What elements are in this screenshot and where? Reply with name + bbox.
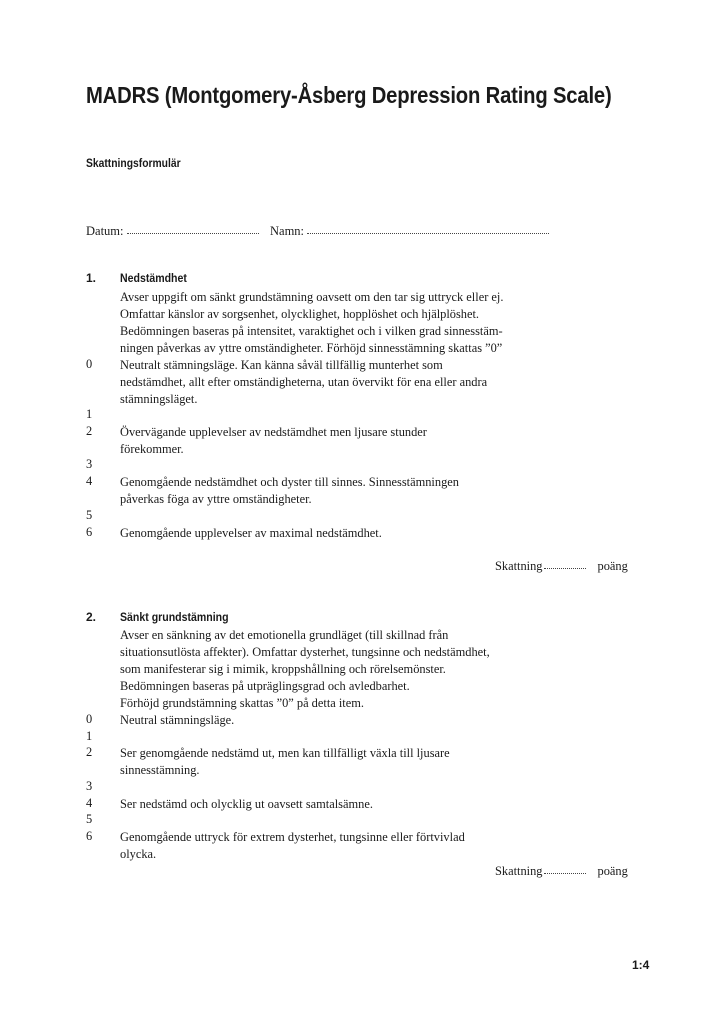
- score-value: 0: [86, 712, 93, 726]
- page-number: 1:4: [632, 958, 650, 972]
- score-description-line: Genomgående nedstämdhet och dyster till sinnes. Sinnesstämningen: [120, 475, 459, 489]
- name-label: Namn:: [270, 224, 305, 238]
- rating-unit: poäng: [597, 559, 628, 573]
- item-number: 2.: [86, 610, 97, 624]
- item-description-line: Bedömningen baseras på utpräglingsgrad och avledbarhet.: [120, 679, 410, 693]
- item-description-line: situationsutlösta affekter). Omfattar dysterhet, tungsinne och nedstämdhet,: [120, 645, 490, 659]
- score-description-line: Ser genomgående nedstämd ut, men kan tillfälligt växla till ljusare: [120, 746, 450, 760]
- score-value: 1: [86, 729, 93, 743]
- rating-line[interactable]: [544, 567, 586, 569]
- item-description-line: som manifesterar sig i mimik, kroppshållning och rörelsemönster.: [120, 662, 446, 676]
- rating-label: Skattning: [495, 559, 543, 573]
- rating-line[interactable]: [544, 872, 586, 874]
- name-line[interactable]: [307, 232, 549, 234]
- score-value: 0: [86, 357, 93, 371]
- item-description-line: Bedömningen baseras på intensitet, varaktighet och i vilken grad sinnesstäm-: [120, 324, 503, 338]
- score-description-line: sinnesstämning.: [120, 763, 200, 777]
- page-title: MADRS (Montgomery-Åsberg Depression Rating Scale): [86, 82, 612, 108]
- score-description-line: nedstämdhet, allt efter omständigheterna, utan övervikt för ena eller andra: [120, 375, 488, 389]
- item-description-line: Omfattar känslor av sorgsenhet, olycklighet, hopplöshet och hjälplöshet.: [120, 307, 480, 321]
- score-description-line: Ser nedstämd och olycklig ut oavsett samtalsämne.: [120, 797, 373, 811]
- item-description-line: Avser en sänkning av det emotionella grundläget (till skillnad från: [120, 628, 449, 642]
- score-value: 5: [86, 812, 93, 826]
- score-value: 4: [86, 474, 93, 488]
- score-value: 2: [86, 745, 93, 759]
- score-description-line: Genomgående uttryck för extrem dysterhet, tungsinne eller förtvivlad: [120, 830, 465, 844]
- score-value: 2: [86, 424, 93, 438]
- score-value: 1: [86, 407, 93, 421]
- score-description-line: påverkas föga av yttre omständigheter.: [120, 492, 312, 506]
- name-field[interactable]: [270, 224, 549, 239]
- rating-field[interactable]: [495, 864, 628, 879]
- rating-unit: poäng: [597, 864, 628, 878]
- score-description-line: Övervägande upplevelser av nedstämdhet men ljusare stunder: [120, 425, 427, 439]
- item-description-line: Förhöjd grundstämning skattas ”0” på detta item.: [120, 696, 364, 710]
- score-value: 5: [86, 508, 93, 522]
- date-field[interactable]: [86, 224, 259, 239]
- rating-field[interactable]: [495, 559, 628, 574]
- item-title: Sänkt grundstämning: [120, 610, 229, 624]
- item-description-line: ningen påverkas av yttre omständigheter. Förhöjd sinnesstämning skattas ”0”: [120, 341, 503, 355]
- score-description-line: olycka.: [120, 847, 157, 861]
- score-value: 6: [86, 829, 93, 843]
- score-description-line: Neutral stämningsläge.: [120, 713, 235, 727]
- score-value: 3: [86, 457, 93, 471]
- form-subtitle: Skattningsformulär: [86, 156, 181, 170]
- score-description-line: stämningsläget.: [120, 392, 198, 406]
- item-description-line: Avser uppgift om sänkt grundstämning oavsett om den tar sig uttryck eller ej.: [120, 290, 504, 304]
- score-value: 4: [86, 796, 93, 810]
- date-label: Datum:: [86, 224, 124, 238]
- item-number: 1.: [86, 271, 97, 285]
- score-description-line: Neutralt stämningsläge. Kan känna såväl tillfällig munterhet som: [120, 358, 443, 372]
- score-description-line: förekommer.: [120, 442, 184, 456]
- rating-label: Skattning: [495, 864, 543, 878]
- score-value: 3: [86, 779, 93, 793]
- score-description-line: Genomgående upplevelser av maximal nedstämdhet.: [120, 526, 382, 540]
- score-value: 6: [86, 525, 93, 539]
- date-line[interactable]: [127, 232, 259, 234]
- item-title: Nedstämdhet: [120, 271, 187, 285]
